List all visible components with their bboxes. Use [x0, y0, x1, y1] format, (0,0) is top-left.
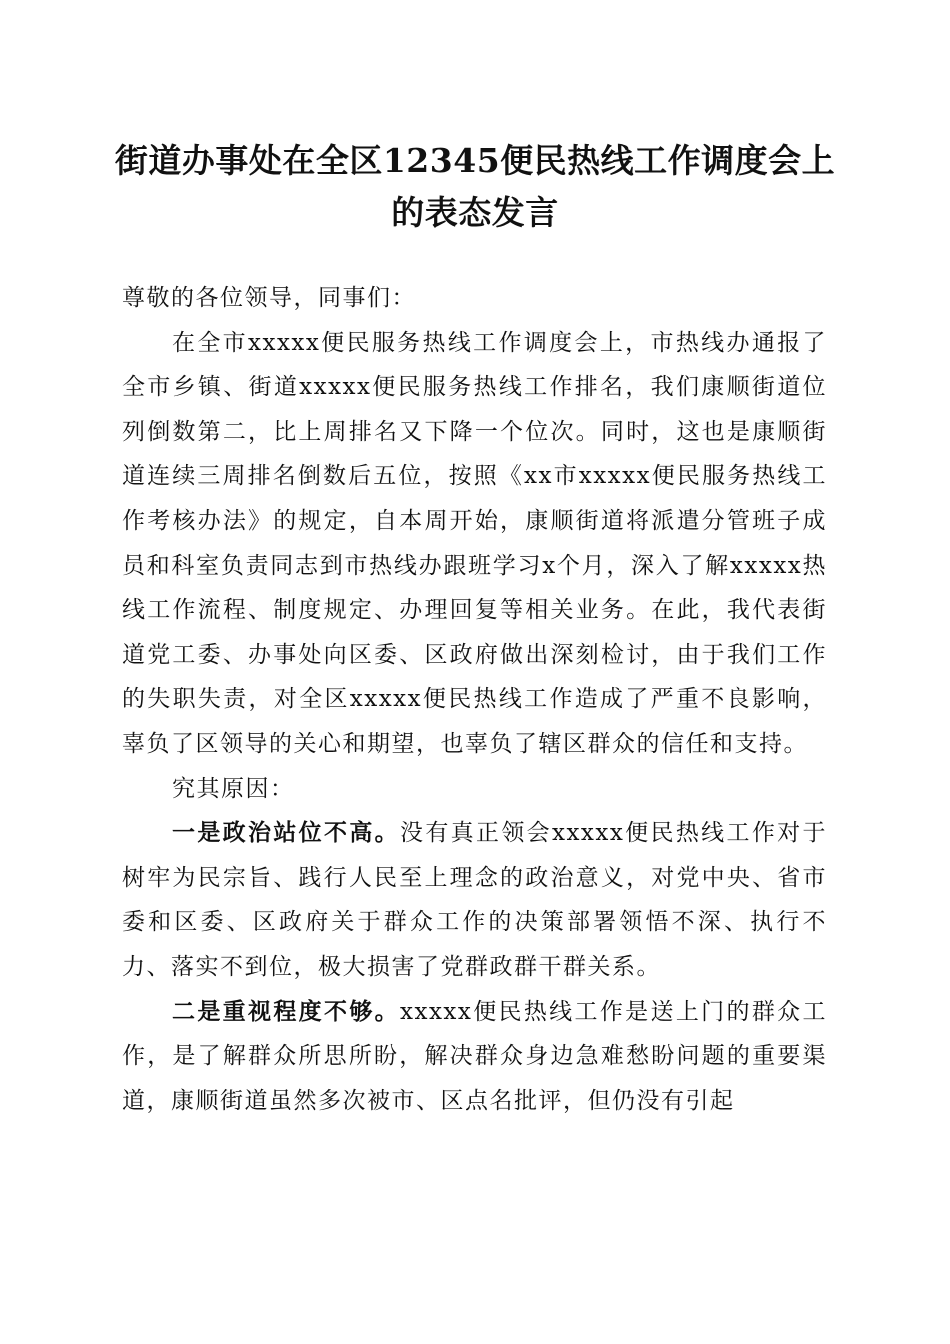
reason-1-text: 没有真正领会xxxxx便民热线工作对于树牢为民宗旨、践行人民至上理念的政治意义，对党中央、省市委和区委、区政府关于群众工作的决策部署领悟不深、执行不力、落实不到位，极大损害了党群政群干群关系。: [122, 820, 828, 980]
reason-paragraph-2: [122, 990, 827, 1124]
reason-2-heading: 二是重视程度不够。: [172, 997, 400, 1025]
paragraph-report: 在全市xxxxx便民服务热线工作调度会上，市热线办通报了全市乡镇、街道xxxxx便民服务热线工作排名，我们康顺街道位列倒数第二，比上周排名又下降一个位次。同时，这也是康顺街道连续三周排名倒数后五位，按照《xx市xxxxx便民服务热线工作考核办法》的规定，自本周开始，康顺街道将派遣分管班子成员和科室负责同志到市热线办跟班学习x个月，深入了解xxxxx热线工作流程、制度规定、办理回复等相关业务。在此，我代表街道党工委、办事处向区委、区政府做出深刻检讨，由于我们工作的失职失责，对全区xxxxx便民热线工作造成了严重不良影响，辜负了区领导的关心和期望，也辜负了辖区群众的信任和支持。: [122, 329, 827, 757]
reason-paragraph-1: [122, 811, 827, 989]
document-title: 街道办事处在全区12345便民热线工作调度会上的表态发言: [114, 141, 836, 232]
reasons-intro: 究其原因：: [172, 775, 295, 802]
reason-2-text: xxxxx便民热线工作是送上门的群众工作，是了解群众所思所盼，解决群众身边急难愁盼问题的重要渠道，康顺街道虽然多次被市、区点名批评，但仍没有引起: [122, 998, 828, 1114]
document-body: [122, 276, 827, 1123]
reason-1-heading: 一是政治站位不高。: [172, 819, 400, 847]
salutation: 尊敬的各位领导，同事们：: [122, 285, 416, 311]
